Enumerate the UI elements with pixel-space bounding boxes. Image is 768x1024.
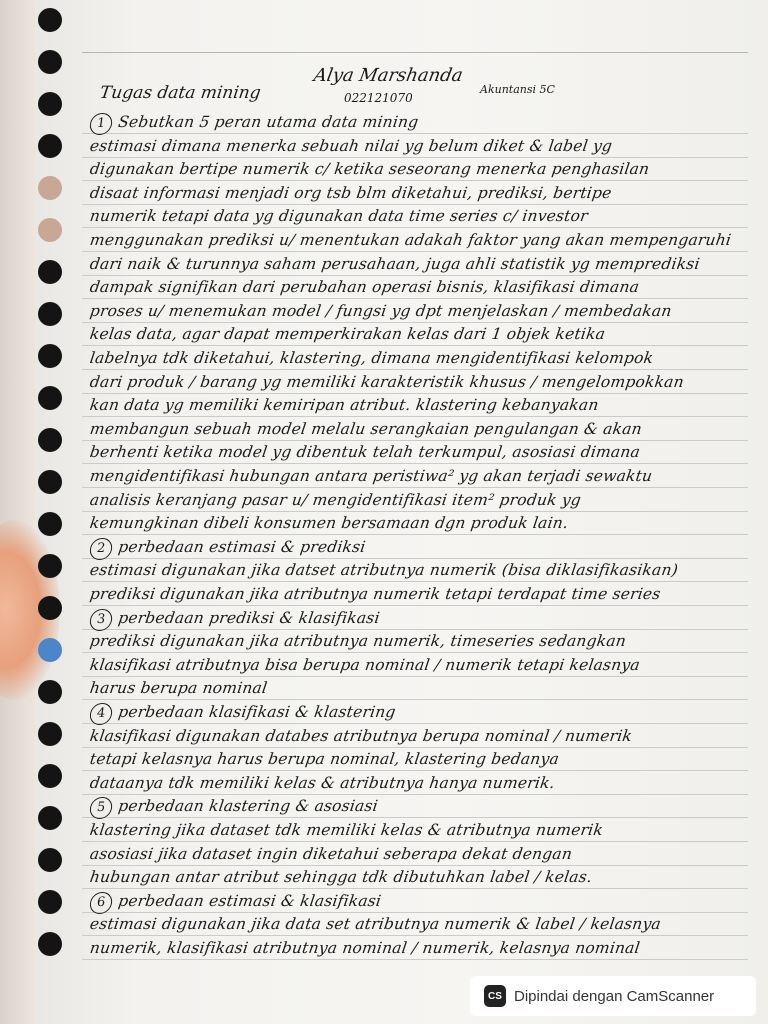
ruled-line [82, 204, 748, 205]
ruled-line [82, 605, 748, 606]
ruled-line [82, 676, 748, 677]
ruled-line [82, 180, 748, 181]
binder-hole [38, 218, 62, 242]
answer-line [89, 160, 744, 178]
answer-line [89, 184, 744, 202]
ruled-line [82, 227, 748, 228]
answer-line [89, 491, 744, 509]
handwritten-text: estimasi dimana menerka sebuah nilai yg belum diket & label yg [88, 136, 614, 155]
ruled-line [82, 841, 748, 842]
ruled-line [82, 275, 748, 276]
handwritten-text: klasifikasi atributnya bisa berupa nominal / numerik tetapi kelasnya [88, 655, 642, 674]
answer-line [89, 845, 744, 863]
handwritten-text: hubungan antar atribut sehingga tdk dibutuhkan label / kelas. [88, 868, 594, 887]
binder-hole [38, 134, 62, 158]
answer-line [89, 585, 744, 603]
question-heading [88, 113, 743, 135]
student-id: 022121070 [344, 91, 413, 105]
handwritten-text: asosiasi jika dataset ingin diketahui seberapa dekat dengan [88, 844, 574, 863]
answer-line [89, 727, 744, 745]
handwritten-text: berhenti ketika model yg dibentuk telah terkumpul, asosiasi dimana [88, 443, 642, 462]
handwritten-text: numerik, klasifikasi atributnya nominal / numerik, kelasnya nominal [88, 939, 642, 957]
answer-line [89, 325, 744, 343]
answer-line [89, 231, 744, 249]
binder-hole [38, 764, 62, 788]
handwritten-text: kelas data, agar dapat memperkirakan kelas dari 1 objek ketika [88, 325, 607, 344]
answer-line [89, 137, 744, 155]
answer-line [89, 467, 744, 485]
binder-hole [38, 50, 62, 74]
question-number: 6 [88, 892, 113, 914]
handwritten-text: mengidentifikasi hubungan antara peristiwa² yg akan terjadi sewaktu [88, 467, 654, 485]
handwritten-text: estimasi digunakan jika data set atributnya numerik & label / kelasnya [88, 915, 663, 934]
binder-hole [38, 680, 62, 704]
student-name: Alya Marshanda [312, 65, 465, 86]
answer-line [89, 632, 744, 650]
handwritten-text: perbedaan klasifikasi & klastering [117, 703, 397, 721]
handwritten-text: membangun sebuah model melalu serangkaian pengulangan & akan [88, 419, 644, 438]
handwritten-text: dataanya tdk memiliki kelas & atributnya hanya numerik. [88, 773, 557, 792]
handwritten-text: dari naik & turunnya saham perusahaan, juga ahli statistik yg memprediksi [88, 254, 701, 273]
answer-line [89, 656, 744, 674]
handwritten-text: Sebutkan 5 peran utama data mining [117, 113, 420, 131]
binder-hole [38, 512, 62, 536]
answer-line [89, 420, 744, 438]
binder-hole [38, 554, 62, 578]
student-class: Akuntansi 5C [480, 83, 555, 96]
question-heading [88, 703, 743, 725]
ruled-line [82, 393, 748, 394]
binder-hole [38, 344, 62, 368]
handwritten-text: harus berupa nominal [88, 679, 269, 698]
ruled-line [82, 345, 748, 346]
answer-line [89, 396, 744, 414]
question-heading [88, 892, 743, 914]
answer-line [89, 679, 744, 697]
handwritten-text: analisis keranjang pasar u/ mengidentifikasi item² produk yg [88, 490, 583, 509]
ruled-line [82, 369, 748, 370]
ruled-line [82, 416, 748, 417]
binder-hole [38, 806, 62, 830]
binder-hole [38, 8, 62, 32]
ruled-line [82, 865, 748, 866]
answer-line [89, 774, 744, 792]
question-number: 4 [88, 703, 113, 725]
handwritten-text: klasifikasi digunakan databes atributnya berupa nominal / numerik [88, 726, 634, 745]
handwritten-text: numerik tetapi data yg digunakan data time series c/ investor [88, 207, 590, 226]
binder-hole [38, 302, 62, 326]
paper-edge [0, 0, 36, 1024]
handwritten-text: kan data yg memiliki kemiripan atribut. klastering kebanyakan [88, 396, 600, 415]
binder-hole [38, 848, 62, 872]
ruled-line [82, 463, 748, 464]
answer-line [89, 373, 744, 391]
answer-line [89, 561, 744, 579]
ruled-line [82, 251, 748, 252]
ruled-line [82, 652, 748, 653]
handwritten-text: tetapi kelasnya harus berupa nominal, klastering bedanya [88, 750, 561, 769]
handwritten-text: perbedaan estimasi & klasifikasi [117, 891, 383, 910]
camscanner-label: Dipindai dengan CamScanner [514, 987, 715, 1005]
handwritten-text: menggunakan prediksi u/ menentukan adakah faktor yang akan mempengaruhi [88, 231, 733, 249]
handwritten-text: dampak signifikan dari perubahan operasi bisnis, klasifikasi dimana [88, 278, 641, 297]
question-number: 1 [88, 113, 113, 135]
binder-hole [38, 932, 62, 956]
answer-line [89, 255, 744, 273]
handwritten-text: proses u/ menemukan model / fungsi yg dpt menjelaskan / membedakan [88, 301, 673, 320]
handwritten-text: klastering jika dataset tdk memiliki kelas & atributnya numerik [88, 821, 605, 839]
question-number: 5 [88, 797, 113, 819]
binder-hole [38, 638, 62, 662]
binder-hole [38, 596, 62, 620]
handwritten-text: perbedaan prediksi & klasifikasi [117, 608, 381, 627]
handwritten-text: kemungkinan dibeli konsumen bersamaan dgn produk lain. [88, 514, 570, 533]
ruled-line [82, 959, 748, 960]
ruled-line [82, 298, 748, 299]
ruled-line [82, 747, 748, 748]
handwritten-text: prediksi digunakan jika atributnya numerik tetapi terdapat time series [88, 585, 662, 603]
answer-line [89, 278, 744, 296]
notebook-page [82, 52, 748, 973]
answer-line [89, 821, 744, 839]
question-heading [88, 538, 743, 560]
handwritten-text: dari produk / barang yg memiliki karakteristik khusus / mengelompokkan [88, 372, 686, 391]
ruled-line [82, 770, 748, 771]
answer-line [89, 514, 744, 532]
ruled-line [82, 440, 748, 441]
ruled-line [82, 511, 748, 512]
binder-hole [38, 176, 62, 200]
binder-hole [38, 722, 62, 746]
handwritten-text: prediksi digunakan jika atributnya numerik, timeseries sedangkan [88, 632, 628, 651]
question-heading [88, 797, 743, 819]
binder-hole [38, 890, 62, 914]
question-number: 3 [88, 609, 113, 631]
answer-line [89, 207, 744, 225]
camscanner-icon: CS [484, 985, 506, 1007]
handwritten-text: disaat informasi menjadi org tsb blm diketahui, prediksi, bertipe [88, 183, 613, 202]
answer-line [89, 349, 744, 367]
handwritten-text: digunakan bertipe numerik c/ ketika seseorang menerka penghasilan [88, 160, 651, 179]
binder-hole [38, 92, 62, 116]
binder-hole [38, 470, 62, 494]
answer-line [89, 915, 744, 933]
ruled-line [82, 322, 748, 323]
answer-line [89, 868, 744, 886]
answer-line [89, 443, 744, 461]
ruled-line [82, 581, 748, 582]
question-heading [88, 609, 743, 631]
camscanner-watermark [470, 976, 756, 1016]
answer-line [89, 302, 744, 320]
handwritten-text: estimasi digunakan jika datset atributnya numerik (bisa diklasifikasikan) [88, 561, 680, 580]
ruled-line [82, 157, 748, 158]
binder-hole [38, 428, 62, 452]
ruled-line [82, 888, 748, 889]
handwritten-text: labelnya tdk diketahui, klastering, dimana mengidentifikasi kelompok [88, 349, 655, 367]
handwritten-text: perbedaan estimasi & prediksi [117, 537, 367, 556]
ruled-line [82, 794, 748, 795]
ruled-line [82, 534, 748, 535]
answer-line [89, 750, 744, 768]
question-number: 2 [88, 538, 113, 560]
binder-hole [38, 260, 62, 284]
ruled-line [82, 935, 748, 936]
ruled-line [82, 487, 748, 488]
answer-line [89, 939, 744, 957]
binder-hole [38, 386, 62, 410]
handwritten-text: perbedaan klastering & asosiasi [117, 797, 380, 816]
assignment-title: Tugas data mining [98, 83, 263, 103]
ruled-line [82, 699, 748, 700]
